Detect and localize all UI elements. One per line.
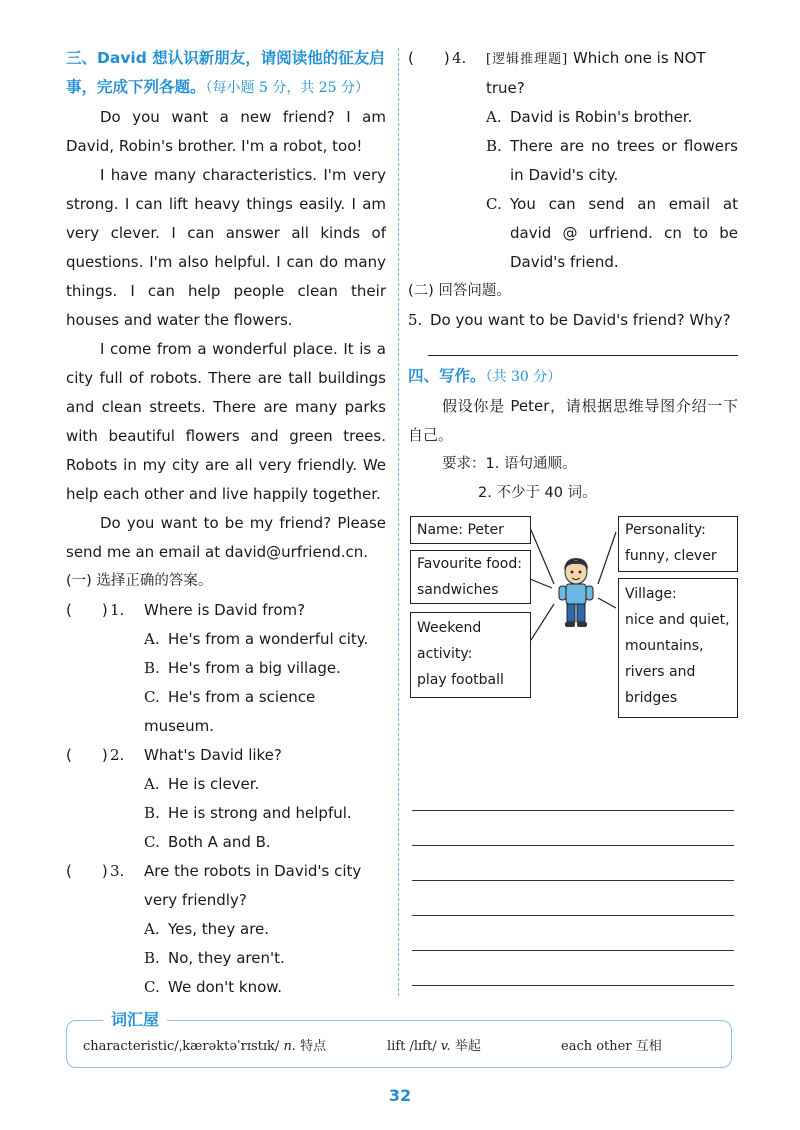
passage-paragraph-4: Do you want to be my friend? Please send me an email at david@urfriend.cn. xyxy=(66,514,386,561)
page-number: 32 xyxy=(388,1086,412,1105)
question-number: 3. xyxy=(110,862,125,880)
mind-map xyxy=(408,512,738,758)
option-b: B. He's from a big village. xyxy=(144,659,341,677)
passage-paragraph-3: I come from a wonderful place. It is a city full of robots. There are tall buildings and clean streets. There are many parks with beautiful flowers and green trees. Robots in my city are all very friendly. We help each other and live happily together. xyxy=(66,340,386,503)
question-text: Are the robots in David's city very friendly? xyxy=(144,862,362,909)
answer-blank[interactable]: ( ) xyxy=(408,49,450,67)
section4-score: （共 30 分） xyxy=(485,369,562,385)
mindmap-weekend-box: Weekend activity: play football xyxy=(410,612,531,698)
section3-title: 三、David 想认识新朋友，请阅读他的征友启事，完成下列各题。（每小题 5 分，共 25 分） xyxy=(66,49,385,96)
question-4 xyxy=(408,44,738,277)
question-number: 5. xyxy=(408,311,423,329)
vocab-item-each-other: each other 互相 xyxy=(561,1039,662,1054)
part2-heading: (二) 回答问题。 xyxy=(408,283,511,299)
boy-illustration xyxy=(552,554,600,634)
option-b: B. There are no trees or flowers in David's city. xyxy=(486,137,738,184)
vocabulary-title: 词汇屋 xyxy=(103,1007,167,1030)
writing-prompt: 假设你是 Peter，请根据思维导图介绍一下自己。 xyxy=(408,397,738,444)
option-c: C. We don't know. xyxy=(144,978,282,996)
question-number: 2. xyxy=(110,746,125,764)
section4-title: 四、写作。（共 30 分） xyxy=(408,367,562,385)
question-5 xyxy=(408,306,738,335)
question-3 xyxy=(66,857,386,1002)
question-text: Where is David from? xyxy=(144,601,306,619)
requirement-2: 2. 不少于 40 词。 xyxy=(478,485,597,501)
option-a: A. He is clever. xyxy=(144,775,260,793)
reading-section xyxy=(66,44,386,1002)
option-a: A. He's from a wonderful city. xyxy=(144,630,369,648)
part1-heading: (一) 选择正确的答案。 xyxy=(66,573,213,589)
writing-line[interactable] xyxy=(412,916,734,951)
answer-blank[interactable]: ( ) xyxy=(66,601,108,619)
mindmap-personality-box: Personality: funny, clever xyxy=(618,516,738,572)
writing-line[interactable] xyxy=(412,776,734,811)
question-text: Do you want to be David's friend? Why? xyxy=(430,311,731,329)
question-1 xyxy=(66,596,386,741)
writing-line[interactable] xyxy=(412,811,734,846)
requirement-1: 要求：1. 语句通顺。 xyxy=(442,456,577,472)
mindmap-village-box: Village: nice and quiet, mountains, rivers and bridges xyxy=(618,578,738,718)
question-2 xyxy=(66,741,386,857)
logic-tag: [逻辑推理题] xyxy=(486,52,569,67)
mindmap-name-box: Name: Peter xyxy=(410,516,531,544)
writing-line[interactable] xyxy=(412,846,734,881)
passage-paragraph-1: Do you want a new friend? I am David, Robin's brother. I'm a robot, too! xyxy=(66,108,386,155)
writing-line[interactable] xyxy=(412,881,734,916)
question-text: Which one is NOT true? xyxy=(486,49,706,97)
boy-icon xyxy=(552,554,600,634)
answer-blank[interactable]: ( ) xyxy=(66,862,108,880)
passage-paragraph-2: I have many characteristics. I'm very strong. I can lift heavy things easily. I am very clever. I can answer all kinds of questions. I'm also helpful. I can do many things. I can help people clean their houses and water the flowers. xyxy=(66,166,386,329)
option-b: B. No, they aren't. xyxy=(144,949,285,967)
vocab-item-lift: lift /lɪft/ v. 举起 xyxy=(387,1039,481,1054)
option-b: B. He is strong and helpful. xyxy=(144,804,352,822)
answer-line[interactable] xyxy=(428,335,738,356)
option-c: C. Both A and B. xyxy=(144,833,271,851)
option-c: C. You can send an email at david @ urfriend. cn to be David's friend. xyxy=(486,195,738,271)
mindmap-food-box: Favourite food: sandwiches xyxy=(410,550,531,604)
option-a: A. David is Robin's brother. xyxy=(486,108,693,126)
column-divider xyxy=(398,48,399,996)
right-column xyxy=(408,44,738,758)
option-c: C. He's from a science museum. xyxy=(144,688,316,735)
writing-lines[interactable] xyxy=(412,776,734,986)
vocab-item-characteristic: characteristic/ˌkærəktəˈrɪstɪk/ n. 特点 xyxy=(83,1039,327,1054)
answer-blank[interactable]: ( ) xyxy=(66,746,108,764)
writing-line[interactable] xyxy=(412,951,734,986)
question-number: 4. xyxy=(452,49,467,67)
section3-score: （每小题 5 分，共 25 分） xyxy=(205,80,370,96)
question-number: 1. xyxy=(110,601,125,619)
option-a: A. Yes, they are. xyxy=(144,920,270,938)
vocabulary-box xyxy=(66,1010,732,1068)
question-text: What's David like? xyxy=(144,746,282,764)
